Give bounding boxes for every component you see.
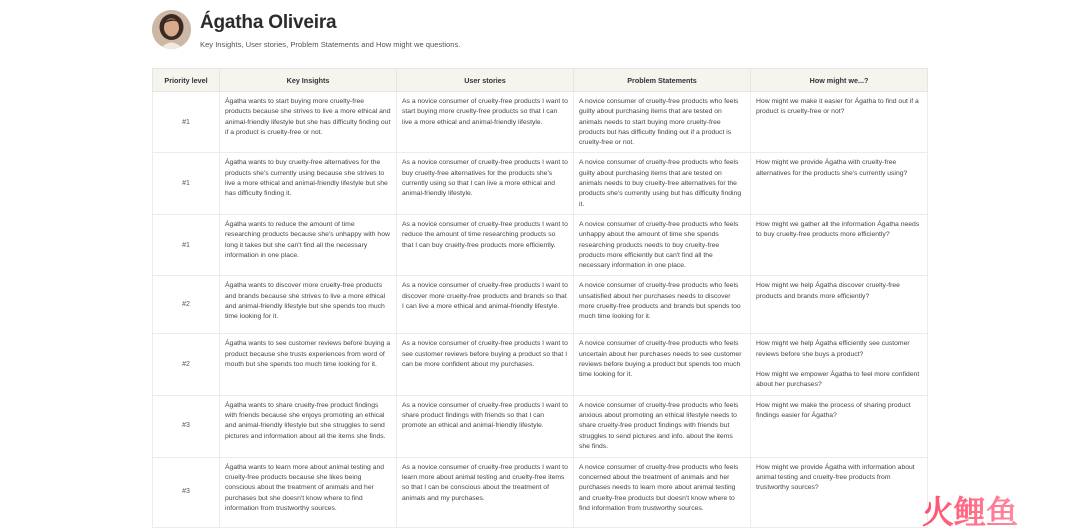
problem-cell: A novice consumer of cruelty-free products who feels unhappy about the amount of time she spends researching products needs to buy cruelty-free products more efficiently but can't find all the necessary information in one place. (574, 214, 751, 275)
problem-cell: A novice consumer of cruelty-free products who feels guilty about purchasing items that are tested on animals needs to start buying more cruelty-free products but has difficulty finding out if a product is cruelty-free or not. (574, 92, 751, 153)
hmw-question: How might we provide Ágatha with cruelty-free alternatives for the products she's currently using? (756, 159, 908, 177)
hmw-cell (751, 395, 928, 457)
insight-cell: Ágatha wants to start buying more cruelty-free products because she strives to live a more ethical and animal-friendly lifestyle but she has difficulty finding out if a product is cruelty-free or not. (220, 92, 397, 153)
priority-cell: #2 (153, 334, 220, 395)
page-subtitle: Key Insights, User stories, Problem Statements and How might we questions. (200, 40, 461, 49)
spacer (756, 360, 922, 370)
priority-cell: #2 (153, 276, 220, 334)
insight-cell: Ágatha wants to buy cruelty-free alternatives for the products she's currently using because she strives to live a more ethical and animal-friendly lifestyle but she has difficulty finding it. (220, 153, 397, 214)
page-title: Ágatha Oliveira (200, 12, 337, 33)
priority-cell: #1 (153, 153, 220, 214)
insight-cell: Ágatha wants to share cruelty-free product findings with friends because she enjoys promoting an ethical and animal-friendly lifestyle but she struggles to send pictures and information about all the items she finds. (220, 395, 397, 457)
hmw-question: How might we help Ágatha efficiently see customer reviews before she buys a product? (756, 340, 910, 358)
table-row (153, 214, 928, 275)
insights-table (152, 68, 928, 528)
problem-cell: A novice consumer of cruelty-free products who feels anxious about promoting an ethical lifestyle needs to share cruelty-free product findings with friends but struggles to send pictures and info. about the items she finds. (574, 395, 751, 457)
story-cell: As a novice consumer of cruelty-free products I want to buy cruelty-free alternatives for the products she's currently using so that I can live a more ethical and animal-friendly lifestyle. (397, 153, 574, 214)
insight-cell: Ágatha wants to see customer reviews before buying a product because she trusts experiences from word of mouth but she spends too much time looking for it. (220, 334, 397, 395)
priority-cell: #3 (153, 457, 220, 527)
insight-cell: Ágatha wants to discover more cruelty-free products and brands because she strives to live a more ethical and animal-friendly lifestyle but she spends too much time looking for it. (220, 276, 397, 334)
hmw-cell (751, 153, 928, 214)
problem-cell: A novice consumer of cruelty-free products who feels unsatisfied about her purchases needs to discover more cruelty-free products and brands but spends too much time looking for it. (574, 276, 751, 334)
story-cell: As a novice consumer of cruelty-free products I want to learn more about animal testing and cruelty-free items so that I can be conscious about the treatment of animals and my purchases. (397, 457, 574, 527)
column-header: Key Insights (220, 69, 397, 92)
insight-cell: Ágatha wants to learn more about animal testing and cruelty-free products because she likes being conscious about the treatment of animals and her purchases but she doesn't know where to find information from trustworthy sources. (220, 457, 397, 527)
problem-cell: A novice consumer of cruelty-free products who feels guilty about purchasing items that are tested on animals needs to buy cruelty-free alternatives for the products she's currently using but has difficulty finding it. (574, 153, 751, 214)
column-header: Problem Statements (574, 69, 751, 92)
priority-cell: #3 (153, 395, 220, 457)
table-row (153, 276, 928, 334)
watermark-text: 火鲤鱼 (922, 494, 1019, 528)
hmw-question: How might we gather all the information Ágatha needs to buy cruelty-free products more efficiently? (756, 220, 920, 239)
story-cell: As a novice consumer of cruelty-free products I want to see customer reviews before buying a product so that I can be more confident about my purchases. (397, 334, 574, 395)
table-row (153, 457, 928, 527)
story-cell: As a novice consumer of cruelty-free products I want to start buying more cruelty-free products so that I can live a more ethical and animal-friendly lifestyle. (397, 92, 574, 153)
hmw-question: How might we make the process of sharing product findings easier for Ágatha? (756, 401, 911, 419)
table-row (153, 395, 928, 457)
insight-cell: Ágatha wants to reduce the amount of time researching products because she's unhappy with how long it takes but she can't find all the necessary information in one place. (220, 214, 397, 275)
column-header: Priority level (153, 69, 220, 92)
story-cell: As a novice consumer of cruelty-free products I want to discover more cruelty-free products and brands so that I can live a more ethical and animal-friendly lifestyle. (397, 276, 574, 334)
story-cell: As a novice consumer of cruelty-free products I want to reduce the amount of time researching products so that I can buy cruelty-free products more efficiently. (397, 214, 574, 275)
avatar (152, 10, 191, 49)
hmw-cell (751, 334, 928, 395)
hmw-question: How might we empower Ágatha to feel more confident about her purchases? (756, 371, 920, 389)
problem-cell: A novice consumer of cruelty-free products who feels concerned about the treatment of animals and her purchases needs to learn more about animal testing and cruelty-free products but doesn't know where to find information from trustworthy sources. (574, 457, 751, 527)
table-header-row (153, 69, 928, 92)
hmw-cell (751, 457, 928, 527)
priority-cell: #1 (153, 214, 220, 275)
hmw-question: How might we provide Ágatha with information about animal testing and cruelty-free products from trustworthy sources? (756, 463, 915, 492)
profile-header (152, 10, 460, 50)
hmw-cell (751, 214, 928, 275)
watermark-logo (922, 494, 1058, 528)
problem-cell: A novice consumer of cruelty-free products who feels uncertain about her purchases needs to see customer reviews before buying a product but spends too much time looking for it. (574, 334, 751, 395)
priority-cell: #1 (153, 92, 220, 153)
table-row (153, 153, 928, 214)
hmw-question: How might we make it easier for Ágatha to find out if a product is cruelty-free or not? (756, 98, 919, 116)
table-row (153, 334, 928, 395)
column-header: How might we...? (751, 69, 928, 92)
story-cell: As a novice consumer of cruelty-free products I want to share product findings with friends so that I can promote an ethical and animal-friendly lifestyle. (397, 395, 574, 457)
table-row (153, 92, 928, 153)
column-header: User stories (397, 69, 574, 92)
hmw-cell (751, 92, 928, 153)
hmw-cell (751, 276, 928, 334)
hmw-question: How might we help Ágatha discover cruelty-free products and brands more efficiently? (756, 282, 900, 300)
